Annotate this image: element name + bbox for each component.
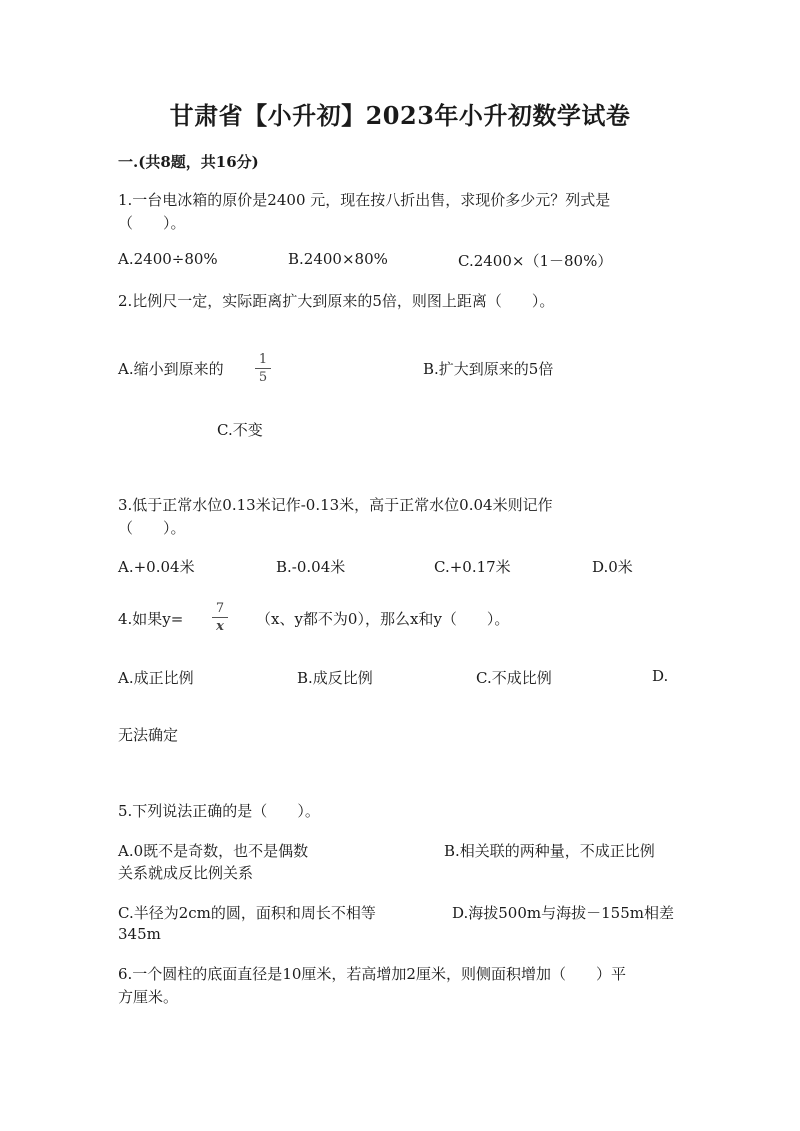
question-2-option-b: B.扩大到原来的5倍: [423, 360, 554, 378]
question-1-option-c: C.2400×（1－80%）: [458, 252, 613, 270]
question-3-option-b: B.-0.04米: [276, 558, 346, 576]
question-4-option-c: C.不成比例: [476, 669, 552, 687]
question-4-stem: 4.如果y=: [118, 610, 184, 628]
question-5-option-d-cont: 345m: [118, 925, 161, 943]
question-6-stem: 6.一个圆柱的底面直径是10厘米，若高增加2厘米，则侧面积增加（ ）平: [118, 965, 626, 983]
page-title: 甘肃省【小升初】2023年小升初数学试卷: [169, 101, 631, 130]
question-2-stem: 2.比例尺一定，实际距离扩大到原来的5倍，则图上距离（ ）。: [118, 292, 555, 310]
fraction-bar: [255, 368, 271, 369]
question-5-option-b: B.相关联的两种量，不成正比例: [444, 842, 655, 860]
question-3-option-a: A.+0.04米: [118, 558, 195, 576]
question-3-option-c: C.+0.17米: [434, 558, 511, 576]
fraction-bar: [212, 617, 228, 618]
question-4-option-d: D.: [652, 667, 669, 685]
fraction-denominator: x: [216, 619, 224, 634]
question-5-option-c: C.半径为2cm的圆，面积和周长不相等: [118, 904, 376, 922]
question-5-option-a: A.0既不是奇数，也不是偶数: [118, 842, 309, 860]
question-4-option-b: B.成反比例: [297, 669, 373, 687]
question-3-stem: 3.低于正常水位0.13米记作-0.13米，高于正常水位0.04米则记作: [118, 496, 553, 514]
question-4-fraction: [212, 601, 228, 634]
question-5-option-d: D.海拔500m与海拔－155m相差: [452, 904, 674, 922]
question-1-stem: 1.一台电冰箱的原价是2400 元，现在按八折出售，求现价多少元？列式是: [118, 191, 611, 209]
question-5-option-b-cont: 关系就成反比例关系: [118, 864, 254, 882]
question-2-option-c: C.不变: [217, 421, 263, 439]
fraction-denominator: 5: [258, 370, 268, 385]
question-3-option-d: D.0米: [592, 558, 633, 576]
question-2-option-a: A.缩小到原来的: [118, 360, 224, 378]
question-2-fraction: [255, 352, 271, 385]
question-3-stem-cont: （ ）。: [118, 519, 186, 537]
question-1-option-b: B.2400×80%: [288, 250, 388, 268]
question-4-stem-cont: （x、y都不为0），那么x和y（ ）。: [256, 610, 510, 628]
question-6-stem-cont: 方厘米。: [118, 988, 179, 1006]
fraction-numerator: 1: [258, 352, 268, 367]
question-1-option-a: A.2400÷80%: [118, 250, 218, 268]
question-4-option-d-text: 无法确定: [118, 726, 179, 744]
question-4-option-a: A.成正比例: [118, 669, 194, 687]
question-1-stem-cont: （ ）。: [118, 214, 186, 232]
fraction-numerator: 7: [215, 601, 225, 616]
question-5-stem: 5.下列说法正确的是（ ）。: [118, 802, 320, 820]
section-heading: 一.(共8题，共16分): [118, 153, 259, 171]
